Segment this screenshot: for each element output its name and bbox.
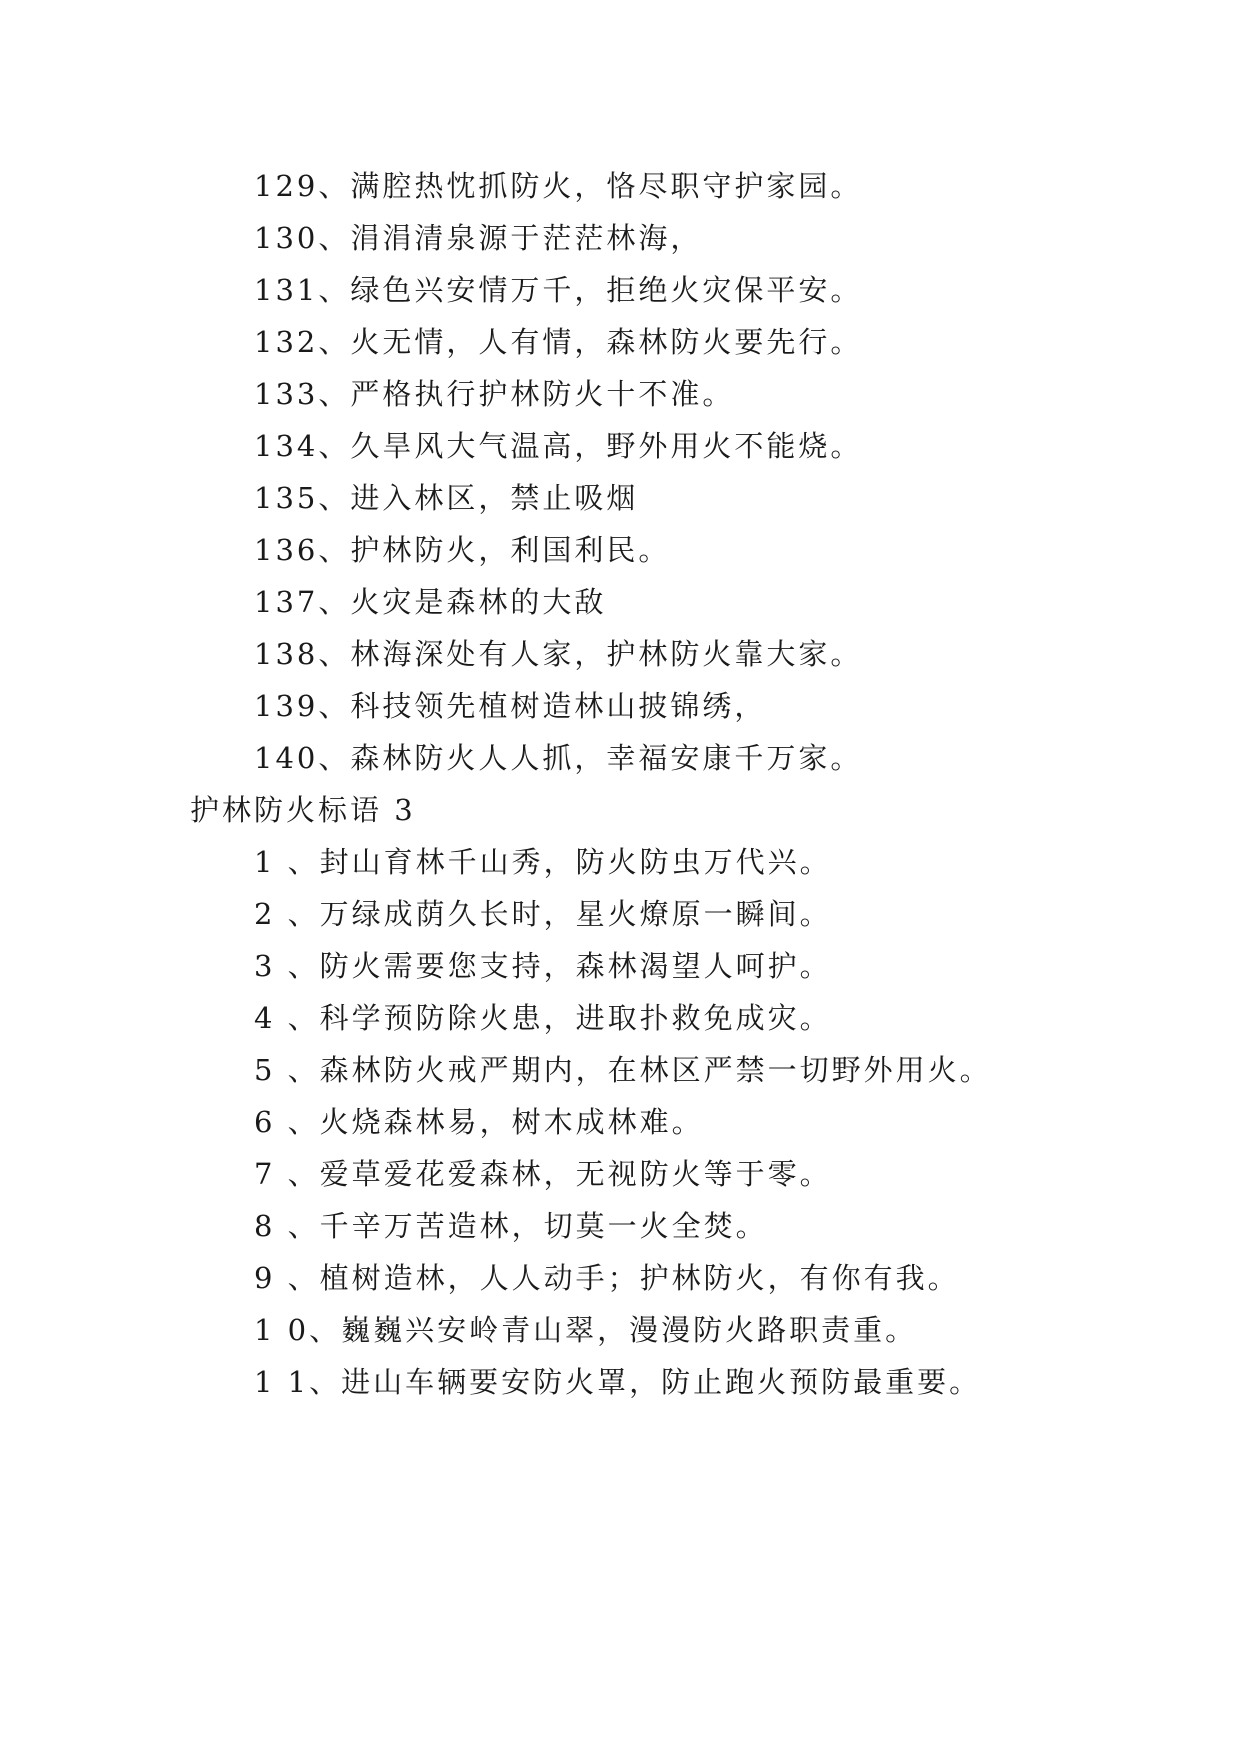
slogan-line-10: 1 0、巍巍兴安岭青山翠，漫漫防火路职责重。 — [254, 1313, 918, 1347]
section-heading: 护林防火标语 3 — [190, 793, 416, 827]
slogan-line-9: 9 、植树造林，人人动手；护林防火，有你有我。 — [254, 1261, 960, 1295]
slogan-line-1: 1 、封山育林千山秀，防火防虫万代兴。 — [254, 845, 832, 879]
slogan-line-129: 129、满腔热忱抓防火，恪尽职守护家园。 — [254, 169, 863, 203]
slogan-line-11: 1 1、进山车辆要安防火罩，防止跑火预防最重要。 — [254, 1365, 982, 1399]
slogan-line-6: 6 、火烧森林易，树木成林难。 — [254, 1105, 704, 1139]
slogan-line-134: 134、久旱风大气温高，野外用火不能烧。 — [254, 429, 863, 463]
slogan-line-8: 8 、千辛万苦造林，切莫一火全焚。 — [254, 1209, 768, 1243]
slogan-line-131: 131、绿色兴安情万千，拒绝火灾保平安。 — [254, 273, 863, 307]
slogan-line-132: 132、火无情，人有情，森林防火要先行。 — [254, 325, 863, 359]
slogan-line-7: 7 、爱草爱花爱森林，无视防火等于零。 — [254, 1157, 832, 1191]
slogan-line-135: 135、进入林区，禁止吸烟 — [254, 481, 639, 515]
slogan-line-138: 138、林海深处有人家，护林防火靠大家。 — [254, 637, 863, 671]
slogan-line-139: 139、科技领先植树造林山披锦绣， — [254, 689, 767, 723]
slogan-line-140: 140、森林防火人人抓，幸福安康千万家。 — [254, 741, 863, 775]
slogan-line-3: 3 、防火需要您支持，森林渴望人呵护。 — [254, 949, 832, 983]
slogan-line-4: 4 、科学预防除火患，进取扑救免成灾。 — [254, 1001, 832, 1035]
slogan-line-130: 130、涓涓清泉源于茫茫林海， — [254, 221, 703, 255]
slogan-line-136: 136、护林防火，利国利民。 — [254, 533, 671, 567]
slogan-line-2: 2 、万绿成荫久长时，星火燎原一瞬间。 — [254, 897, 832, 931]
slogan-line-133: 133、严格执行护林防火十不准。 — [254, 377, 735, 411]
slogan-line-5: 5 、森林防火戒严期内，在林区严禁一切野外用火。 — [254, 1053, 992, 1087]
slogan-line-137: 137、火灾是森林的大敌 — [254, 585, 607, 619]
